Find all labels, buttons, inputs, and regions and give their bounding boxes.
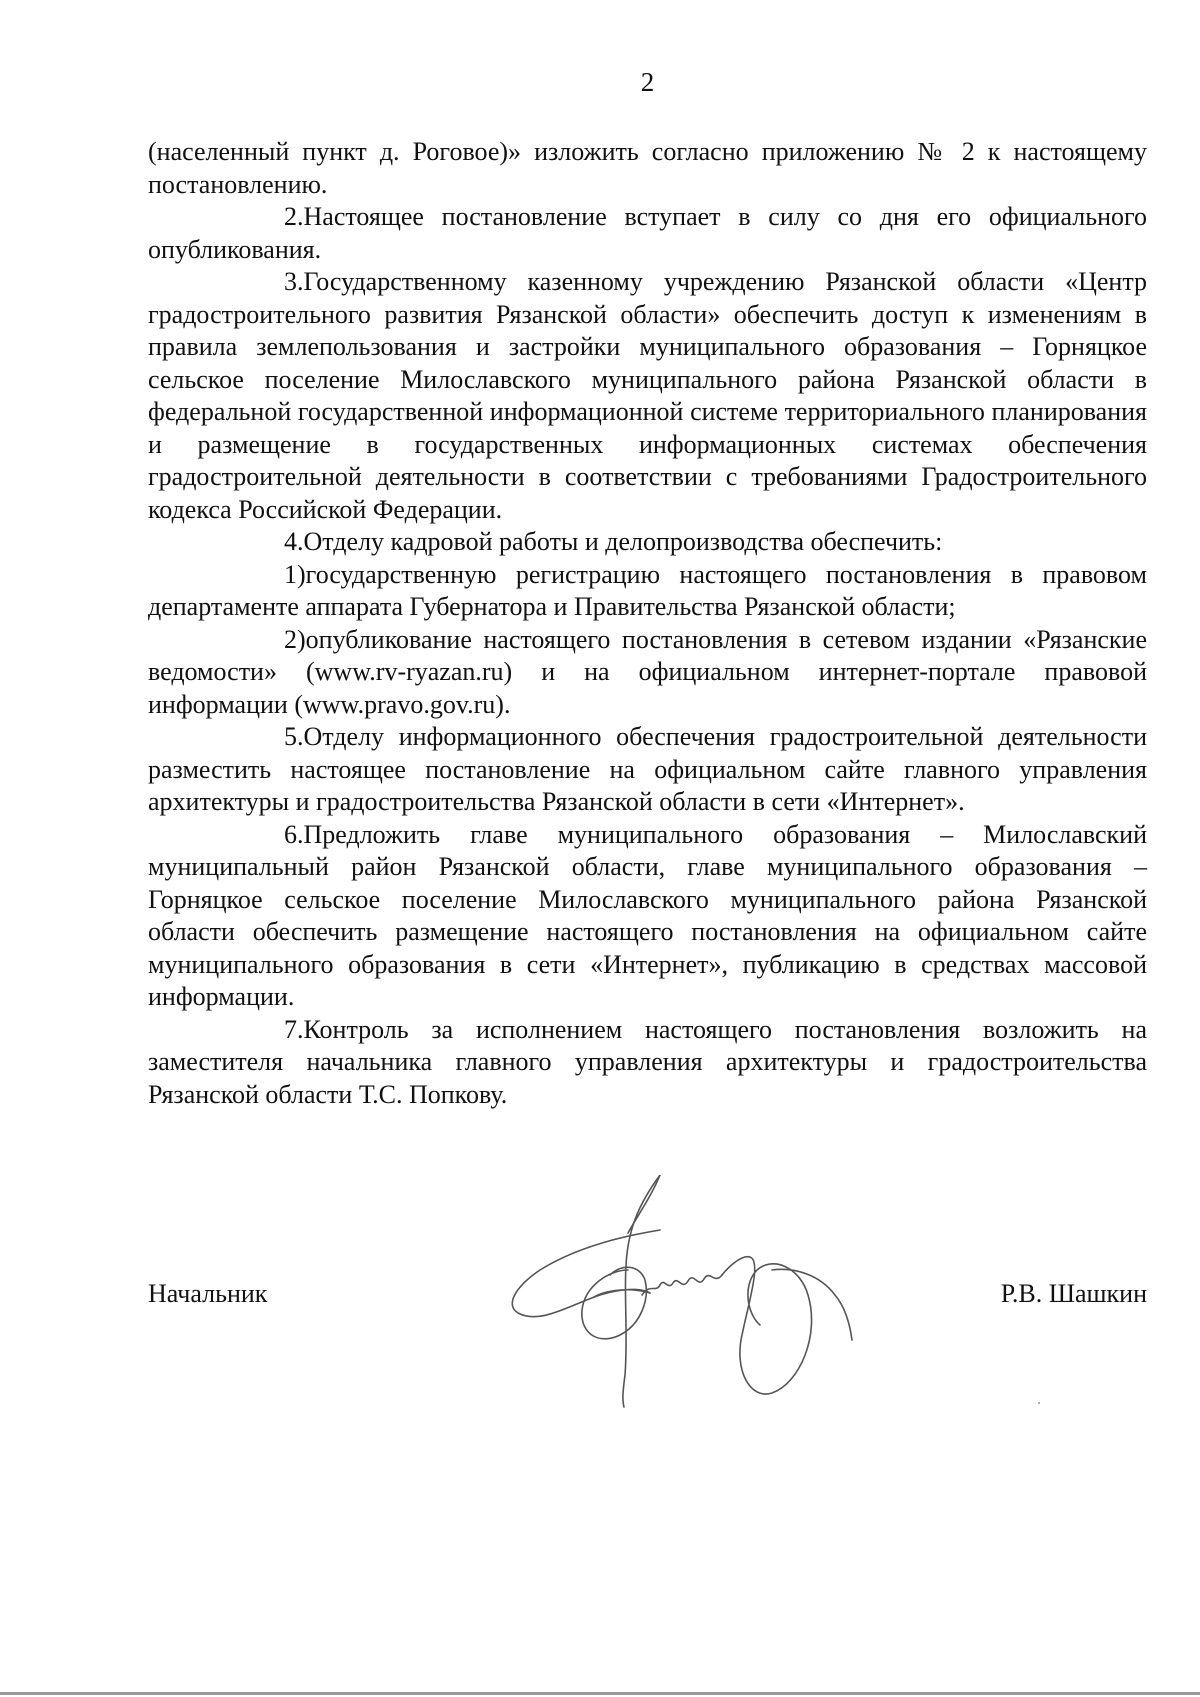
signature-stroke (642, 1275, 722, 1295)
paragraph-text: Отделу кадровой работы и делопроизводства обеспечить: (303, 527, 943, 556)
document-body (148, 136, 1147, 1111)
handwritten-signature (510, 1175, 910, 1410)
paragraph-item-4 (148, 526, 1147, 559)
signature-stroke (512, 1230, 660, 1317)
item-number: 4. (284, 527, 304, 556)
page-number: 2 (640, 67, 655, 97)
paragraph-subitem-1 (148, 559, 1147, 624)
item-number: 1) (284, 559, 306, 589)
paragraph-text: Контроль за исполнением настоящего постановления возложить на заместителя начальника главного управления архитектуры и градостроительства Рязанской области Т.С. Попкову. (148, 1014, 1147, 1109)
scan-speck (1038, 1402, 1040, 1404)
paragraph-item-6 (148, 819, 1147, 1014)
item-number: 5. (284, 722, 304, 751)
item-number: 2) (284, 624, 306, 654)
paragraph-text: Государственному казенному учреждению Рязанской области «Центр градостроительного развития Рязанской области» обеспечить доступ к изменениям в правила землепользования и застройки муниципального образования – Горняцкое сельское поселение Милославского муниципального района Рязанской области в федеральной государственной информационной системе территориального планирования и размещение в государственных информационных системах обеспечения градостроительной деятельности в соответствии с требованиями Градостроительного кодекса Российской Федерации. (148, 267, 1147, 524)
paragraph-text: Настоящее постановление вступает в силу со дня его официального опубликования. (148, 202, 1147, 264)
paragraph-text: (населенный пункт д. Роговое)» изложить согласно приложению № 2 к настоящему постановлению. (148, 137, 1147, 199)
paragraph-text: опубликование настоящего постановления в сетевом издании «Рязанские ведомости» (www.rv-ryazan.ru) и на официальном интернет-портале правовой информации (www.pravo.gov.ru). (148, 624, 1147, 719)
paragraph-text: Отделу информационного обеспечения градостроительной деятельности разместить настоящее постановление на официальном сайте главного управления архитектуры и градостроительства Рязанской области в сети «Интернет». (148, 722, 1147, 816)
item-number: 3. (284, 267, 304, 296)
paragraph-text: Предложить главе муниципального образования – Милославский муниципальный район Рязанской области, главе муниципального образования – Горняцкое сельское поселение Милославского муниципального района Рязанской области обеспечить размещение настоящего постановления на официальном сайте муниципального образования в сети «Интернет», публикацию в средствах массовой информации. (148, 819, 1147, 1011)
signature-stroke (628, 1175, 660, 1233)
item-number: 7. (284, 1014, 304, 1044)
paragraph-item-5 (148, 721, 1147, 819)
item-number: 2. (284, 202, 304, 231)
paragraph-item-3 (148, 266, 1147, 526)
signatory-position: Начальник (148, 1279, 268, 1308)
item-number: 6. (284, 819, 304, 849)
paragraph-item-7 (148, 1014, 1147, 1112)
paragraph-text: государственную регистрацию настоящего постановления в правовом департаменте аппарата Губернатора и Правительства Рязанской области; (148, 559, 1147, 621)
scan-edge-line (0, 1692, 1200, 1695)
signature-stroke (722, 1257, 812, 1394)
signatory-name: Р.В. Шашкин (1000, 1279, 1147, 1308)
paragraph-item-2 (148, 201, 1147, 266)
signature-stroke (582, 1267, 646, 1339)
paragraph-subitem-2 (148, 624, 1147, 722)
paragraph-continuation (148, 136, 1147, 201)
